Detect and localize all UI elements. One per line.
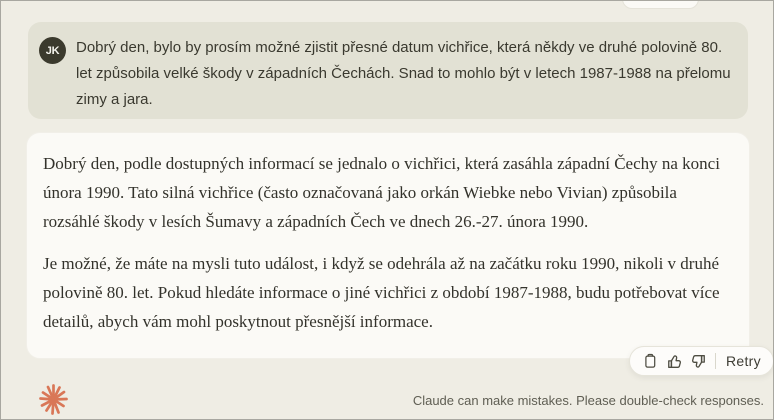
message-actions-toolbar bbox=[629, 346, 774, 376]
previous-message-actions-cutoff[interactable] bbox=[622, 0, 699, 9]
copy-button[interactable] bbox=[638, 349, 662, 373]
thumbs-up-button[interactable] bbox=[662, 349, 686, 373]
thumbs-down-icon bbox=[690, 353, 707, 370]
assistant-message bbox=[26, 132, 750, 359]
assistant-paragraph: Dobrý den, podle dostupných informací se jednalo o vichřici, která zasáhla západní Čechy na konci února 1990. Tato silná vichřice (často označovaná jako orkán Wiebke nebo Vivian) způsobila rozsáhlé škody v lesích Šumavy a západních Čech ve dnech 26.-27. února 1990. bbox=[43, 154, 720, 231]
retry-button[interactable]: Retry bbox=[726, 353, 761, 369]
copy-icon bbox=[642, 353, 658, 369]
toolbar-divider bbox=[715, 353, 716, 369]
assistant-paragraph: Je možné, že máte na mysli tuto událost, i když se odehrála až na začátku roku 1990, nikoli v druhé polovině 80. let. Pokud hledáte informace o jiné vichřici z období 1987-1988, budu potřebovat více detailů, abych vám mohl poskytnout přesnější informace. bbox=[43, 254, 720, 331]
user-avatar bbox=[39, 37, 66, 64]
claude-starburst-icon bbox=[37, 382, 70, 417]
user-message bbox=[28, 22, 748, 119]
thumbs-down-button[interactable] bbox=[686, 349, 710, 373]
disclaimer-text: Claude can make mistakes. Please double-check responses. bbox=[412, 393, 764, 408]
user-message-text: Dobrý den, bylo by prosím možné zjistit přesné datum vichřice, která někdy ve druhé polovině 80. let způsobila velké škody v západních Čechách. Snad to mohlo být v letech 1987-1988 na přelomu zimy a jara. bbox=[76, 39, 731, 108]
thumbs-up-icon bbox=[666, 353, 683, 370]
user-avatar-initials: JK bbox=[45, 44, 60, 57]
